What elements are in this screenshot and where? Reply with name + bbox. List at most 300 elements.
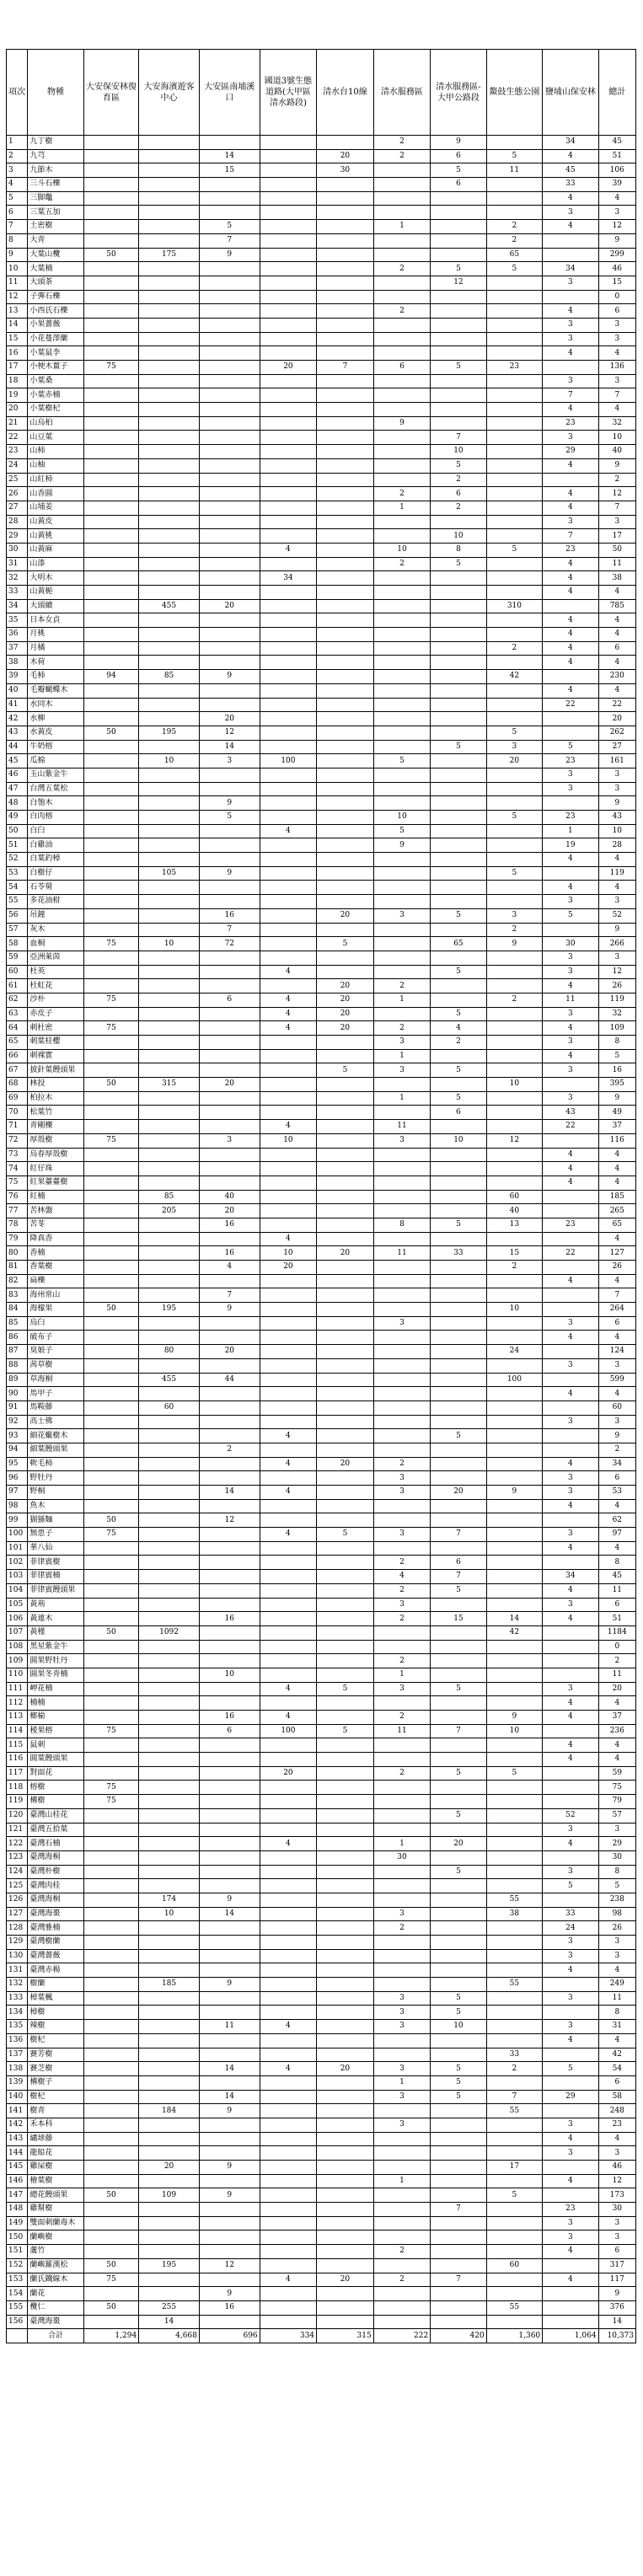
table-row <box>7 1556 636 1570</box>
count-cell <box>317 1711 374 1725</box>
table-row <box>7 206 636 220</box>
table-row <box>7 712 636 726</box>
count-cell <box>486 191 542 206</box>
row-index: 99 <box>7 1513 28 1528</box>
count-cell <box>373 768 431 782</box>
count-cell: 20 <box>260 1766 317 1781</box>
count-cell: 3 <box>543 431 598 445</box>
count-cell <box>543 1978 598 1992</box>
row-total: 3 <box>598 1949 635 1963</box>
count-cell: 20 <box>199 599 260 613</box>
count-cell: 3 <box>373 1471 431 1486</box>
count-cell: 10 <box>139 937 200 951</box>
count-cell <box>317 1991 374 2006</box>
count-cell <box>486 346 542 361</box>
count-cell <box>139 1823 200 1837</box>
row-total: 119 <box>598 993 635 1007</box>
count-cell: 100 <box>486 1373 542 1387</box>
count-cell <box>260 332 317 346</box>
species-name: 無患子 <box>28 1528 83 1542</box>
count-cell <box>317 1091 374 1106</box>
count-cell <box>543 1190 598 1204</box>
count-cell <box>260 163 317 178</box>
count-cell <box>199 2033 260 2048</box>
count-cell <box>139 1556 200 1570</box>
count-cell <box>317 1696 374 1711</box>
row-index: 78 <box>7 1218 28 1232</box>
count-cell <box>199 1232 260 1246</box>
count-cell <box>83 163 138 178</box>
count-cell <box>199 515 260 529</box>
species-name: 亞洲萊茵 <box>28 951 83 965</box>
count-cell <box>431 586 486 600</box>
table-row <box>7 726 636 740</box>
table-row <box>7 1162 636 1176</box>
count-cell: 2 <box>373 304 431 319</box>
count-cell <box>317 1316 374 1331</box>
species-name: 樹杞 <box>28 2090 83 2104</box>
count-cell <box>486 2132 542 2146</box>
count-cell <box>260 895 317 909</box>
count-cell <box>260 2090 317 2104</box>
count-cell <box>83 2245 138 2259</box>
table-row <box>7 191 636 206</box>
count-cell <box>317 557 374 571</box>
count-cell <box>373 206 431 220</box>
count-cell <box>83 2090 138 2104</box>
count-cell <box>83 178 138 192</box>
count-cell: 20 <box>431 1837 486 1851</box>
count-cell <box>431 979 486 993</box>
row-index: 23 <box>7 445 28 459</box>
count-cell <box>83 2146 138 2161</box>
count-cell: 3 <box>543 1063 598 1078</box>
species-name: 瓜棉 <box>28 754 83 769</box>
count-cell: 5 <box>199 220 260 234</box>
count-cell: 4 <box>543 2033 598 2048</box>
count-cell: 5 <box>431 262 486 276</box>
count-cell <box>83 2075 138 2090</box>
count-cell <box>260 683 317 698</box>
count-cell: 4 <box>543 1738 598 1753</box>
count-cell <box>199 431 260 445</box>
count-cell <box>260 698 317 712</box>
count-cell <box>139 881 200 895</box>
count-cell <box>373 1640 431 1654</box>
count-cell <box>373 1781 431 1795</box>
row-index: 20 <box>7 403 28 417</box>
count-cell <box>486 1682 542 1696</box>
total-cell: 1,360 <box>486 2329 542 2343</box>
count-cell <box>486 2174 542 2188</box>
count-cell <box>139 1316 200 1331</box>
count-cell <box>83 220 138 234</box>
count-cell <box>317 1513 374 1528</box>
count-cell <box>317 824 374 838</box>
count-cell <box>431 1358 486 1373</box>
species-name: 黑星紫金牛 <box>28 1640 83 1654</box>
count-cell <box>83 740 138 754</box>
row-index: 89 <box>7 1373 28 1387</box>
species-name: 臺灣朴樹 <box>28 1865 83 1879</box>
count-cell <box>83 1556 138 1570</box>
count-cell <box>139 1668 200 1682</box>
count-cell <box>431 2146 486 2161</box>
row-total: 6 <box>598 1598 635 1612</box>
table-row <box>7 1823 636 1837</box>
species-name: 辣樹 <box>28 2020 83 2034</box>
species-name: 禾本科 <box>28 2118 83 2132</box>
species-name: 雙面刺蘭毒木 <box>28 2216 83 2231</box>
count-cell <box>199 1625 260 1640</box>
count-cell <box>199 838 260 853</box>
count-cell: 3 <box>486 740 542 754</box>
count-cell <box>317 740 374 754</box>
count-cell <box>139 1879 200 1893</box>
species-name: 山漆 <box>28 557 83 571</box>
count-cell: 4 <box>543 1274 598 1288</box>
count-cell <box>83 1443 138 1457</box>
count-cell <box>431 1261 486 1275</box>
count-cell <box>139 1261 200 1275</box>
count-cell <box>373 1936 431 1950</box>
species-name: 臺灣五拾葉 <box>28 1823 83 1837</box>
count-cell: 9 <box>199 1978 260 1992</box>
count-cell <box>83 754 138 769</box>
species-name: 多花油柑 <box>28 895 83 909</box>
count-cell <box>260 2161 317 2175</box>
count-cell <box>486 388 542 403</box>
count-cell <box>83 1823 138 1837</box>
table-row <box>7 1331 636 1345</box>
count-cell <box>83 1358 138 1373</box>
count-cell <box>83 1162 138 1176</box>
row-index: 32 <box>7 571 28 586</box>
count-cell: 3 <box>543 2216 598 2231</box>
count-cell <box>373 1753 431 1767</box>
count-cell: 20 <box>260 1261 317 1275</box>
row-index: 69 <box>7 1091 28 1106</box>
count-cell: 4 <box>260 1457 317 1471</box>
total-cell: 696 <box>199 2329 260 2343</box>
count-cell: 185 <box>139 1978 200 1992</box>
count-cell <box>431 1711 486 1725</box>
count-cell <box>373 1078 431 1092</box>
count-cell <box>260 923 317 937</box>
row-total: 7 <box>598 1288 635 1303</box>
count-cell: 4 <box>543 220 598 234</box>
count-cell: 4 <box>260 543 317 557</box>
count-cell <box>139 1850 200 1865</box>
species-name: 玉山紫金牛 <box>28 768 83 782</box>
count-cell <box>317 683 374 698</box>
count-cell <box>317 923 374 937</box>
count-cell <box>139 628 200 642</box>
count-cell <box>260 2075 317 2090</box>
row-total: 3 <box>598 206 635 220</box>
count-cell <box>83 1936 138 1950</box>
count-cell <box>373 782 431 796</box>
count-cell <box>83 1865 138 1879</box>
count-cell <box>431 191 486 206</box>
count-cell <box>431 206 486 220</box>
row-total: 265 <box>598 1204 635 1218</box>
count-cell: 20 <box>260 361 317 375</box>
count-cell <box>83 1218 138 1232</box>
count-cell <box>317 1949 374 1963</box>
count-cell: 10 <box>260 1133 317 1148</box>
count-cell <box>260 136 317 150</box>
row-total: 16 <box>598 1063 635 1078</box>
table-body <box>7 136 636 2343</box>
count-cell <box>543 1345 598 1359</box>
count-cell <box>431 374 486 388</box>
count-cell <box>199 1879 260 1893</box>
count-cell <box>199 2216 260 2231</box>
count-cell <box>317 1625 374 1640</box>
count-cell <box>431 599 486 613</box>
count-cell <box>431 628 486 642</box>
count-cell <box>543 1373 598 1387</box>
species-name: 白樹仔 <box>28 866 83 881</box>
species-name: 榕樹 <box>28 1781 83 1795</box>
row-index: 142 <box>7 2118 28 2132</box>
count-cell: 9 <box>486 1711 542 1725</box>
count-cell: 20 <box>199 1078 260 1092</box>
table-row <box>7 1387 636 1401</box>
count-cell <box>431 923 486 937</box>
species-name: 刺葉桂櫻 <box>28 1036 83 1050</box>
row-index: 55 <box>7 895 28 909</box>
count-cell <box>260 1176 317 1190</box>
count-cell: 10 <box>199 1668 260 1682</box>
count-cell <box>431 2161 486 2175</box>
count-cell <box>260 1274 317 1288</box>
count-cell <box>139 1949 200 1963</box>
count-cell: 3 <box>373 1528 431 1542</box>
row-total: 50 <box>598 543 635 557</box>
count-cell <box>260 979 317 993</box>
row-index: 61 <box>7 979 28 993</box>
count-cell <box>199 487 260 501</box>
count-cell: 10 <box>373 543 431 557</box>
count-cell <box>199 458 260 473</box>
count-cell <box>317 290 374 304</box>
count-cell <box>139 557 200 571</box>
table-row <box>7 543 636 557</box>
count-cell <box>139 1218 200 1232</box>
row-total: 230 <box>598 670 635 684</box>
count-cell <box>431 2048 486 2062</box>
row-total: 34 <box>598 1457 635 1471</box>
count-cell <box>486 853 542 867</box>
count-cell: 7 <box>543 529 598 544</box>
count-cell <box>486 529 542 544</box>
count-cell <box>373 2188 431 2203</box>
count-cell <box>260 1288 317 1303</box>
count-cell <box>543 248 598 262</box>
count-cell: 24 <box>543 1921 598 1936</box>
count-cell <box>486 304 542 319</box>
count-cell <box>373 191 431 206</box>
count-cell: 9 <box>199 2161 260 2175</box>
count-cell <box>199 473 260 487</box>
count-cell <box>260 1668 317 1682</box>
row-total: 26 <box>598 1921 635 1936</box>
count-cell: 4 <box>260 1232 317 1246</box>
count-cell <box>260 866 317 881</box>
count-cell <box>83 1331 138 1345</box>
count-cell: 3 <box>543 1823 598 1837</box>
row-index: 5 <box>7 191 28 206</box>
species-name: 月橘 <box>28 641 83 656</box>
count-cell <box>139 416 200 431</box>
count-cell <box>139 2203 200 2217</box>
table-row <box>7 557 636 571</box>
count-cell: 4 <box>543 979 598 993</box>
count-cell <box>486 2315 542 2329</box>
count-cell: 33 <box>543 178 598 192</box>
count-cell <box>543 1654 598 1668</box>
count-cell: 455 <box>139 1373 200 1387</box>
count-cell <box>83 2006 138 2020</box>
count-cell <box>199 1007 260 1021</box>
count-cell <box>486 1063 542 1078</box>
header-site: 大安保安林復育區 <box>83 50 138 136</box>
row-index: 59 <box>7 951 28 965</box>
count-cell: 100 <box>260 754 317 769</box>
species-name: 山黃桃 <box>28 529 83 544</box>
count-cell <box>431 1879 486 1893</box>
count-cell <box>139 923 200 937</box>
count-cell <box>83 416 138 431</box>
table-row <box>7 346 636 361</box>
count-cell <box>486 1696 542 1711</box>
row-total: 11 <box>598 1583 635 1598</box>
header-site: 清水服務區-大甲公路段 <box>431 50 486 136</box>
count-cell <box>83 487 138 501</box>
count-cell <box>373 586 431 600</box>
count-cell: 3 <box>543 1949 598 1963</box>
table-row <box>7 2075 636 2090</box>
row-total: 6 <box>598 1471 635 1486</box>
row-total: 4 <box>598 1541 635 1556</box>
count-cell <box>317 628 374 642</box>
count-cell <box>486 979 542 993</box>
count-cell <box>486 1850 542 1865</box>
row-total: 9 <box>598 923 635 937</box>
table-row <box>7 2104 636 2118</box>
count-cell <box>83 881 138 895</box>
row-index: 60 <box>7 965 28 979</box>
row-total: 3 <box>598 515 635 529</box>
count-cell <box>431 2258 486 2273</box>
count-cell <box>83 2020 138 2034</box>
count-cell: 3 <box>543 1991 598 2006</box>
count-cell <box>260 628 317 642</box>
count-cell <box>431 796 486 811</box>
count-cell <box>373 628 431 642</box>
count-cell <box>139 543 200 557</box>
count-cell <box>486 1049 542 1063</box>
table-row <box>7 1358 636 1373</box>
count-cell <box>260 290 317 304</box>
count-cell <box>83 2287 138 2301</box>
count-cell <box>431 1274 486 1288</box>
count-cell <box>373 178 431 192</box>
row-total: 8 <box>598 1865 635 1879</box>
table-row <box>7 361 636 375</box>
count-cell: 16 <box>199 1218 260 1232</box>
count-cell <box>139 149 200 163</box>
species-name: 樹蘭 <box>28 1978 83 1992</box>
count-cell: 6 <box>373 361 431 375</box>
count-cell <box>260 2118 317 2132</box>
count-cell: 4 <box>260 1021 317 1036</box>
count-cell: 2 <box>486 1261 542 1275</box>
count-cell: 5 <box>431 163 486 178</box>
count-cell: 4 <box>260 2062 317 2076</box>
count-cell <box>317 1865 374 1879</box>
count-cell <box>373 1795 431 1809</box>
count-cell <box>83 431 138 445</box>
count-cell: 2 <box>373 1766 431 1781</box>
count-cell <box>373 1274 431 1288</box>
species-name: 刺杜密 <box>28 1021 83 1036</box>
row-index: 34 <box>7 599 28 613</box>
count-cell <box>486 656 542 670</box>
count-cell: 16 <box>199 2300 260 2315</box>
count-cell <box>199 318 260 332</box>
count-cell: 205 <box>139 1204 200 1218</box>
table-row <box>7 2216 636 2231</box>
count-cell: 15 <box>199 163 260 178</box>
count-cell: 2 <box>373 1556 431 1570</box>
count-cell: 7 <box>199 923 260 937</box>
count-cell <box>260 416 317 431</box>
row-total: 6 <box>598 641 635 656</box>
table-row <box>7 501 636 515</box>
count-cell <box>317 2075 374 2090</box>
count-cell: 5 <box>199 811 260 825</box>
count-cell <box>260 1907 317 1921</box>
row-index: 35 <box>7 613 28 628</box>
count-cell <box>199 1949 260 1963</box>
count-cell: 20 <box>317 979 374 993</box>
row-index: 138 <box>7 2062 28 2076</box>
row-total: 8 <box>598 1036 635 1050</box>
count-cell: 3 <box>543 1036 598 1050</box>
count-cell <box>139 2132 200 2146</box>
row-index: 129 <box>7 1936 28 1950</box>
row-total: 124 <box>598 1345 635 1359</box>
species-name: 九丁樹 <box>28 136 83 150</box>
row-index: 105 <box>7 1598 28 1612</box>
count-cell: 10 <box>431 529 486 544</box>
row-index: 86 <box>7 1331 28 1345</box>
count-cell <box>373 1106 431 1120</box>
count-cell: 20 <box>317 993 374 1007</box>
count-cell: 1 <box>373 2075 431 2090</box>
count-cell <box>431 1936 486 1950</box>
count-cell: 3 <box>543 1316 598 1331</box>
row-total: 37 <box>598 1120 635 1134</box>
count-cell <box>139 1795 200 1809</box>
count-cell <box>260 1879 317 1893</box>
table-row <box>7 2146 636 2161</box>
row-total: 49 <box>598 1106 635 1120</box>
count-cell <box>199 1499 260 1513</box>
